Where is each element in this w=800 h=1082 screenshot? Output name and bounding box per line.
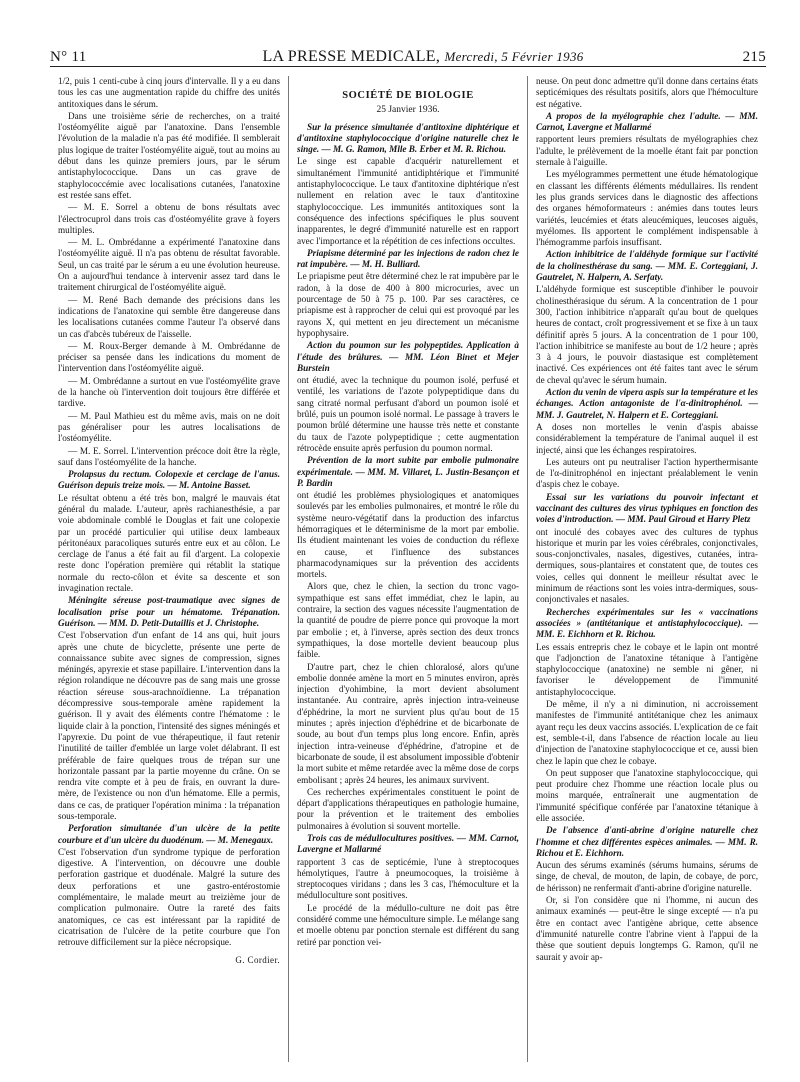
paragraph: 1/2, puis 1 centi-cube à cinq jours d'intervalle. Il y a eu dans tous les cas une augmentation rapide du chiffre des unités antitoxiques dans le sérum. (58, 76, 280, 109)
paragraph: Or, si l'on considère que ni l'homme, ni aucun des animaux examinés — peut-être le singe excepté — n'a pu être en contact avec l'antigène abrique, cette absence d'immunité naturelle contre l'abrine vient à l'appui de la thèse que soutient depuis longtemps G. Ramon, qu'il ne saurait y avoir ap- (536, 895, 758, 962)
section-title: SOCIÉTÉ DE BIOLOGIE (342, 90, 474, 101)
paragraph: ont inoculé des cobayes avec des cultures de typhus historique et murin par les voies cérébrales, conjonctivales, sous-conjonctivales, nasales, digestives, cutanées, intra-dermiques, sous-plantaires et constatent que, de toutes ces voies, celles qui donnent le meilleur résultat avec le minimum de réactions sont les voies intra-dermiques, sous-conjonctivales et nasales. (536, 526, 758, 605)
paragraph: rapportent 3 cas de septicémie, l'une à streptocoques hémolytiques, l'autre à pneumocoques, la troisième à streptocoques viridans ; dans les 3 cas, l'hémoculture et la médulloculture sont positives. (297, 856, 519, 901)
paragraph: Le singe est capable d'acquérir naturellement et simultanément l'immunité antidiphtérique et l'immunité antistaphylococcique. Le taux d'antitoxine diphtérique n'est nullement en relation avec le taux d'antitoxine staphylococcique. Les immunités antitoxiques sont la conséquence des infections spécifiques le plus souvent inapparentes, le degré d'immunité naturelle est en rapport avec l'importance et la répétition de ces infections occultes. (297, 156, 519, 246)
paragraph: L'aldéhyde formique est susceptible d'inhiber le pouvoir cholinesthérasique du sérum. A la concentration de 1 pour 300, l'action inhibitrice n'apparaît qu'au bout de quelques heures de contact, croît progressivement et se fixe à un taux définitif après 5 jours. A la concentration de 1 pour 100, l'action inhibitrice se manifeste au bout de 1/2 heure ; après 3 à 4 jours, le pouvoir diastasique est complètement inactivé. Ces expériences ont été faites tant avec le sérum de cheval qu'avec le sérum humain. (536, 284, 758, 385)
paragraph: D'autre part, chez le chien chloralosé, alors qu'une embolie donnée amène la mort en 5 minutes environ, après injection d'yohimbine, la mort devient absolument instantanée. Au contraire, après injection intra-veineuse d'éphédrine, la mort ne survient plus qu'au bout de 15 minutes ; après injection d'éphédrine et de bicarbonate de soude, au bout d'un temps plus long encore. Enfin, après injection intra-veineuse d'éphédrine, d'atropine et de bicarbonate de soude, il est absolument impossible d'obtenir la mort subite et même retardée avec la même dose de corps embolisant ; après 24 heures, les animaux survivent. (297, 661, 519, 785)
paragraph: Aucun des sérums examinés (sérums humains, sérums de singe, de cheval, de mouton, de lapin, de cobaye, de porc, de hérisson) ne renfermait d'anti-abrine d'origine naturelle. (536, 860, 758, 893)
article-heading: Action du venin de vipera aspis sur la température et les échanges. Action antagoniste de l'α-dinitrophénol. — MM. J. Gautrelet, N. Halpern et E. Corteggiani. (536, 387, 758, 420)
section-date: 25 Janvier 1936. (376, 105, 440, 116)
page-number: 215 (742, 49, 766, 65)
journal-title (140, 48, 706, 66)
paragraph: — M. E. Sorrel a obtenu de bons résultats avec l'électrocuprol dans trois cas d'ostéomyélite grave à foyers multiples. (58, 202, 280, 235)
paragraph: Les myélogrammes permettent une étude hématologique en classant les différents éléments médullaires. Ils rendent les plus grands services dans le diagnostic des affections des organes hémoformateurs : anémies dans toutes leurs variétés, leucémies et états aleucémiques, leucoses aiguës, myélomes. Ils apportent le complément indispensable à l'hémogramme parfois insuffisant. (536, 169, 758, 248)
author-signature: G. Cordier. (235, 954, 280, 965)
paragraph: C'est l'observation d'un enfant de 14 ans qui, huit jours après une chute de bicyclette, présente une perte de connaissance subite avec signes de compression, signes méningés, apyrexie et stase papillaire. L'intervention dans la région rolandique ne découvre pas de sang mais une grosse réaction séreuse sous-arachnoïdienne. La trépanation décompressive sous-temporale amène rapidement la guérison. Il y avait des éléments contre l'hématome : le liquide clair à la ponction, l'intensité des signes méningés et l'apyrexie. Du point de vue thérapeutique, il faut retenir l'inutilité de tailler d'emblée un large volet délabrant. Il est préférable de faire quelques trous de trépan sur une horizontale passant par la partie moyenne du crâne. On se rendra vite compte et à peu de frais, en ouvrant la dure-mère, de l'existence ou non d'un hématome. Elle a permis, dans ce cas, de pratiquer l'opération minima : la trépanation sous-temporale. (58, 630, 280, 821)
paragraph: ont étudié les problèmes physiologiques et anatomiques soulevés par les embolies pulmonaires, et montré le rôle du système neuro-végétatif dans la production des infarctus hémorragiques et le déterminisme de la mort par embolie. Ils étudient maintenant les voies de conduction du réflexe en cause, et l'influence des substances pharmacodynamiques sur la prévention des accidents mortels. (297, 490, 519, 580)
paragraph: — M. Paul Mathieu est du même avis, mais on ne doit pas généraliser pour les autres localisations de l'ostéomyélite. (58, 410, 280, 444)
article-heading: Méningite séreuse post-traumatique avec signes de localisation prise pour un hématome. Trépanation. Guérison. — MM. D. Petit-Dutaillis et J. Christophe. (58, 595, 280, 628)
paragraph: — M. Roux-Berger demande à M. Ombrédanne de préciser sa pensée dans les indications du moment de l'intervention dans l'ostéomyélite aiguë. (58, 340, 280, 374)
paragraph: — M. L. Ombrédanne a expérimenté l'anatoxine dans l'ostéomyélite aiguë. Il n'a pas obtenu de résultat favorable. Seul, un cas traité par le sérum a eu une évolution heureuse. On a aujourd'hui tendance à intervenir assez tard dans le traitement chirurgical de l'ostéomyélite aiguë. (58, 237, 280, 293)
paragraph: — M. Ombrédanne a surtout en vue l'ostéomyélite grave de la hanche où l'intervention doit toujours être différée et tardive. (58, 375, 280, 409)
paragraph: — M. René Bach demande des précisions dans les indications de l'anatoxine qui semble être dangereuse dans les localisations cutanées comme l'auteur l'a observé dans un cas d'abcès tubéreux de l'aisselle. (58, 294, 280, 339)
paragraph: C'est l'observation d'un syndrome typique de perforation digestive. A l'intervention, on découvre une double perforation gastrique et duodénale. Malgré la suture des deux perforations et une gastro-entérostomie complémentaire, le malade meurt au treizième jour de complication pulmonaire. Outre la rareté des faits anatomiques, ce cas est intéressant par la rapidité de cicatrisation de l'ulcère de la petite courbure que l'on retrouve difficilement sur la pièce nécropsique. (58, 846, 280, 948)
text-columns (50, 76, 766, 1062)
article-heading: Action du poumon sur les polypeptides. Application à l'étude des brûlures. — MM. Léon Binet et Mejer Burstein (297, 340, 519, 373)
paragraph: Alors que, chez le chien, la section du tronc vago-sympathique est sans effet immédiat, chez le lapin, au contraire, la section des vagues nécessite l'augmentation de la quantité de poudre de pierre ponce qui provoque la mort par embolie ; et, à l'inverse, après section des deux troncs sympathiques, la dose mortelle devient beaucoup plus faible. (297, 581, 519, 660)
issue-number: N° 11 (50, 49, 87, 65)
paragraph: Le priapisme peut être déterminé chez le rat impubère par le radon, à la dose de 400 à 800 microcuries, avec un pourcentage de 50 à 75 p. 100. Par ses caractères, ce priapisme est à rapprocher de celui qui est provoqué par les rayons X, qui mettent en jeu directement un mécanisme hypophysaire. (297, 271, 519, 338)
paragraph: Le résultat obtenu a été très bon, malgré le mauvais état général du malade. L'auteur, après rachianesthésie, a par voie abdominale comblé le Douglas et fait une colopexie par un procédé particulier qui utilise deux lambeaux péritonéaux paracoliques suturés entre eux et au côlon. Le cerclage de l'anus a été fait au fil d'argent. La colopexie reste donc l'opération première qui rétablit la statique normale du recto-côlon et évite sa descente et son invagination rectale. (58, 492, 280, 594)
article-heading: Essai sur les variations du pouvoir infectant et vaccinant des cultures des virus typhiques en fonction des voies d'introduction. — MM. Paul Giroud et Harry Pletz (536, 491, 758, 525)
article-heading: Priapisme déterminé par les injections de radon chez le rat impubère. — M. H. Bulliard. (297, 247, 519, 270)
column-middle (288, 76, 527, 1062)
column-left (50, 76, 288, 1062)
article-heading: Prolapsus du rectum. Colopexie et cerclage de l'anus. Guérison depuis treize mois. — M. Antoine Basset. (58, 469, 280, 491)
issue-date: Mercredi, 5 Février 1936 (444, 49, 584, 64)
article-heading: Trois cas de médullocultures positives. — MM. Carnot, Lavergne et Mallarmé (297, 833, 519, 855)
paragraph: Ces recherches expérimentales constituent le point de départ d'applications thérapeutiques en pathologie humaine, pour la prévention et le traitement des embolies pulmonaires à évolution si souvent mortelle. (297, 786, 519, 831)
article-heading: Prévention de la mort subite par embolie pulmonaire expérimentale. — MM. M. Villaret, L. Justin-Besançon et P. Bardin (297, 455, 519, 488)
article-heading: A propos de la myélographie chez l'adulte. — MM. Carnot, Lavergne et Mallarmé (536, 110, 758, 133)
paragraph: neuse. On peut donc admettre qu'il donne dans certains états septicémiques des résultats positifs, alors que l'hémoculture est négative. (536, 76, 758, 109)
paragraph: Les essais entrepris chez le cobaye et le lapin ont montré que l'adjonction de l'anatoxine tétanique à l'antigène staphylococcique (anatoxine) ne semble ni gêner, ni favoriser le développement de l'immunité antistaphylococcique. (536, 641, 758, 697)
article-heading: De l'absence d'anti-abrine d'origine naturelle chez l'homme et chez différentes espèces animales. — MM. R. Richou et E. Eichhorn. (536, 825, 758, 858)
article-heading: Sur la présence simultanée d'antitoxine diphtérique et d'antitoxine staphylococcique d'origine naturelle chez le singe. — M. G. Ramon, Mlle B. Erber et M. R. Richou. (297, 121, 519, 155)
paragraph: ont étudié, avec la technique du poumon isolé, perfusé et ventilé, les variations de l'azote polypeptidique dans du sang citraté normal perfusant d'abord un poumon isolé et brûlé, puis un poumon isolé normal. Le passage à travers le poumon brûlé détermine une hausse très nette et constante du taux de l'azote polypeptidique ; cette augmentation rétrocède ensuite après perfusion du poumon normal. (297, 375, 519, 453)
journal-name: LA PRESSE MEDICALE, (262, 48, 441, 65)
column-right (527, 76, 766, 1062)
paragraph: — M. E. Sorrel. L'intervention précoce doit être la règle, sauf dans l'ostéomyélite de la hanche. (58, 445, 280, 467)
article-heading: Action inhibitrice de l'aldéhyde formique sur l'activité de la cholinesthérase du sang. — MM. E. Corteggiani, J. Gautrelet, N. Halpern, A. Serfaty. (536, 249, 758, 283)
paragraph: On peut supposer que l'anatoxine staphylococcique, qui peut produire chez l'homme une réaction locale plus ou moins marquée, entraînerait une augmentation de l'immunité spécifique conférée par l'anatoxine tétanique à elle associée. (536, 767, 758, 823)
paragraph: rapportent leurs premiers résultats de myélographies chez l'adulte, le prélèvement de la moelle étant fait par ponction sternale à l'aiguille. (536, 134, 758, 168)
paragraph: Le procédé de la médullo-culture ne doit pas être considéré comme une hémoculture simple. Le mélange sang et moelle obtenu par ponction sternale est différent du sang retiré par ponction vei- (297, 902, 519, 947)
article-heading: Recherches expérimentales sur les « vaccinations associées » (antitétanique et antistaphylococcique). — MM. E. Eichhorn et R. Richou. (536, 606, 758, 640)
page-header (50, 44, 766, 67)
paragraph: Dans une troisième série de recherches, on a traité l'ostéomyélite aiguë par l'anatoxine. Dans l'ensemble l'évolution de la maladie n'a pas été modifiée. Il semblerait plus logique de traiter l'ostéomyélite aiguë, tout au moins au début dans les quinze premiers jours, par le sérum antistaphylococcique. Dans un cas grave de staphylococcémie avec localisations cutanées, l'anatoxine est restée sans effet. (58, 110, 280, 200)
paragraph: Les auteurs ont pu neutraliser l'action hyperthermisante de l'α-dinitrophénol en injectant préalablement le venin d'aspis chez le cobaye. (536, 456, 758, 490)
article-heading: Perforation simultanée d'un ulcère de la petite courbure et d'un ulcère du duodénum. — M. Menegaux. (58, 823, 280, 845)
paragraph: De même, il n'y a ni diminution, ni accroissement manifestes de l'immunité antitétanique chez les animaux ayant reçu les deux vaccins associés. L'explication de ce fait est, semble-t-il, dans l'absence de réaction locale au lieu d'injection de l'anatoxine staphylococcique et ce, aussi bien chez le lapin que chez le cobaye. (536, 699, 758, 766)
paragraph: A doses non mortelles le venin d'aspis abaisse considérablement la température de l'animal auquel il est injecté, ainsi que les échanges respiratoires. (536, 421, 758, 455)
